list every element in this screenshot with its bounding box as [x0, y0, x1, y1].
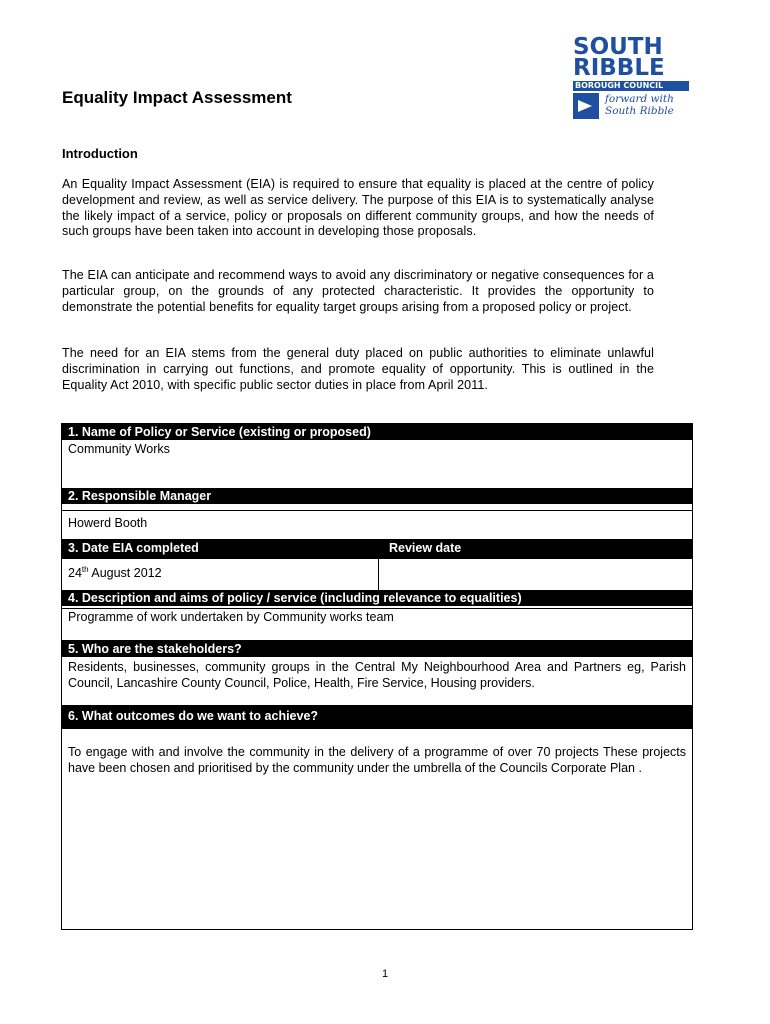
section-4-header: 4. Description and aims of policy / service (including relevance to equalities) — [62, 590, 692, 606]
review-date-header: Review date — [389, 541, 462, 555]
logo-band: BOROUGH COUNCIL — [573, 81, 689, 91]
logo-arrow-icon — [573, 93, 599, 119]
section-3-header: 3. Date EIA completed — [68, 541, 199, 555]
section-1-value[interactable]: Community Works — [68, 442, 170, 456]
section-6-value[interactable]: To engage with and involve the community in the delivery of a programme of over 70 projects These projects have been chosen and prioritised by the community under the umbrella of the Councils Corporate Plan . — [68, 745, 686, 775]
section-2-value[interactable]: Howerd Booth — [68, 516, 148, 530]
section-6-header: 6. What outcomes do we want to achieve? — [62, 705, 692, 729]
logo-line-ribble: RIBBLE — [573, 55, 665, 81]
eia-form — [61, 423, 693, 930]
section-4-value[interactable]: Programme of work undertaken by Community works team — [68, 610, 394, 624]
logo-tagline-1: forward with — [605, 93, 674, 105]
section-5-value[interactable]: Residents, businesses, community groups in the Central My Neighbourhood Area and Partners eg, Parish Council, Lancashire County Council, Police, Health, Fire Service, Housing providers. — [68, 660, 686, 690]
page-number: 1 — [381, 968, 389, 980]
intro-paragraph-1: An Equality Impact Assessment (EIA) is required to ensure that equality is placed at the centre of policy development and review, as well as service delivery. The purpose of this EIA is to systematically analyse the likely impact of a service, policy or proposals on different community groups, and how the needs of such groups have been taken into account in developing those proposals. — [62, 177, 654, 239]
intro-paragraph-3: The need for an EIA stems from the general duty placed on public authorities to eliminate unlawful discrimination in carrying out functions, and promote equality of opportunity. This is outlined in the Equality Act 2010, with specific public sector duties in place from April 2011. — [62, 346, 654, 392]
logo-tagline-2: South Ribble — [605, 105, 674, 117]
section-3-value[interactable]: 24th August 2012 — [68, 564, 162, 580]
logo-line-south: SOUTH — [573, 34, 663, 60]
section-5-header: 5. Who are the stakeholders? — [62, 641, 692, 657]
intro-paragraph-2: The EIA can anticipate and recommend ways to avoid any discriminatory or negative consequences for a particular group, on the grounds of any protected characteristic. It provides the opportunity to demonstrate the potential benefits for equality target groups arising from a proposed policy or project. — [62, 268, 654, 314]
section-1-header: 1. Name of Policy or Service (existing or proposed) — [62, 424, 692, 440]
section-2-header: 2. Responsible Manager — [62, 488, 692, 504]
intro-heading: Introduction — [62, 146, 138, 161]
south-ribble-logo — [573, 34, 691, 119]
logo-tagline — [605, 93, 674, 119]
page-title: Equality Impact Assessment — [62, 88, 292, 107]
